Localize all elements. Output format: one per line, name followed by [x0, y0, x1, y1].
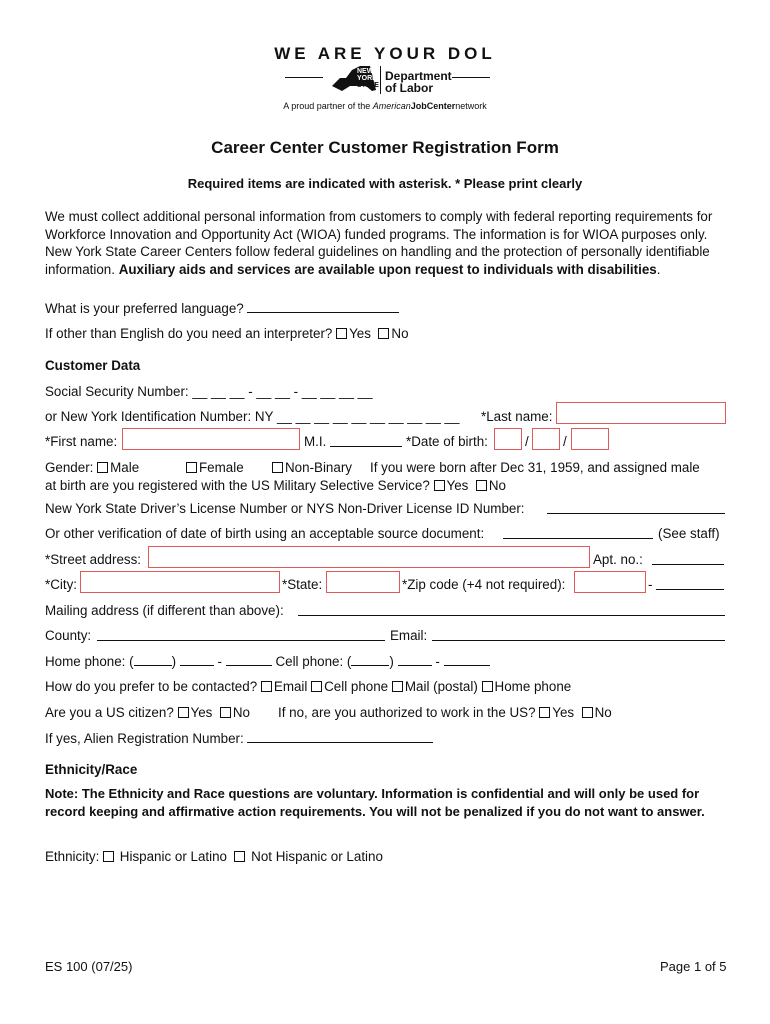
apt-input-wrap	[652, 552, 724, 568]
authorized-yes-label: Yes	[552, 705, 575, 720]
intro-end: .	[656, 261, 661, 277]
hispanic-label: Hispanic or Latino	[119, 849, 227, 864]
form-title: Career Center Customer Registration Form	[211, 138, 559, 157]
partner-prefix: A proud partner of the	[283, 101, 373, 111]
see-staff-note: (See staff)	[658, 526, 720, 541]
required-note: Required items are indicated with asterisk. * Please print clearly	[187, 176, 583, 191]
first-name-field[interactable]	[122, 428, 300, 450]
hispanic-checkbox[interactable]	[103, 851, 114, 862]
gender-male-checkbox[interactable]	[97, 462, 108, 473]
home-phone-prefix-input[interactable]	[180, 653, 214, 666]
dob-year-field[interactable]	[571, 428, 609, 450]
last-name-field[interactable]	[556, 402, 726, 424]
header-rule-right	[452, 77, 490, 78]
cell-phone-dash: -	[435, 654, 440, 669]
citizen-question: Are you a US citizen?	[45, 705, 174, 720]
contact-row	[45, 679, 571, 694]
state-label: *State:	[282, 577, 323, 592]
authorized-no-label: No	[594, 705, 612, 720]
dept-line-2: of Labor	[385, 81, 433, 95]
cell-phone-prefix-input[interactable]	[398, 653, 432, 666]
contact-home-label: Home phone	[494, 679, 572, 694]
selective-service-row	[45, 478, 506, 493]
dol-tagline: WE ARE YOUR DOL	[274, 44, 496, 63]
home-phone-label: Home phone: (	[45, 654, 134, 669]
seal-line-3: STATE	[357, 82, 379, 89]
contact-home-checkbox[interactable]	[482, 681, 493, 692]
verification-input-wrap	[503, 526, 653, 542]
zip4-input[interactable]	[656, 577, 724, 590]
email-label: Email:	[390, 628, 428, 643]
dob-month-field[interactable]	[494, 428, 522, 450]
mi-input-wrap	[330, 434, 402, 450]
interpreter-no-label: No	[391, 326, 409, 341]
dept-name	[385, 70, 452, 94]
license-label: New York State Driver’s License Number or NYS Non-Driver License ID Number:	[45, 501, 525, 516]
cell-phone-label: Cell phone: (	[275, 654, 352, 669]
mailing-label: Mailing address (if different than above):	[45, 603, 284, 618]
home-phone-dash: -	[217, 654, 222, 669]
contact-cell-checkbox[interactable]	[311, 681, 322, 692]
ethnicity-note: Note: The Ethnicity and Race questions are voluntary. Information is confidential and will only be used for record keeping and affirmative action requirements. You will not be penalized if you do not want to answer.	[45, 786, 705, 819]
contact-cell-label: Cell phone	[324, 679, 389, 694]
county-input[interactable]	[97, 628, 385, 641]
seal-text	[357, 68, 379, 89]
authorized-question: If no, are you authorized to work in the US?	[278, 705, 536, 720]
ethnicity-label: Ethnicity:	[45, 849, 100, 864]
gender-female-checkbox[interactable]	[186, 462, 197, 473]
citizen-row	[45, 705, 250, 720]
citizen-yes-checkbox[interactable]	[178, 707, 189, 718]
mi-label: M.I.	[304, 434, 327, 449]
mailing-input-wrap	[298, 603, 725, 619]
interpreter-yes-checkbox[interactable]	[336, 328, 347, 339]
intro-text: We must collect additional personal information from customers to comply with federal reporting requirements for Workforce Innovation and Opportunity Act (WIOA) funded programs. The information is for WIOA purposes only. New York State Career Centers follow federal guidelines on handling and the protection of personally identifiable information.	[45, 209, 713, 277]
customer-data-heading: Customer Data	[45, 358, 141, 373]
contact-mail-checkbox[interactable]	[392, 681, 403, 692]
gender-female	[186, 460, 244, 475]
zip4-input-wrap	[656, 577, 724, 593]
selective-yes-label: Yes	[446, 478, 469, 493]
seal-line-2: YORK	[357, 75, 378, 82]
ethnicity-row	[45, 849, 383, 864]
cell-phone-line-input[interactable]	[444, 653, 490, 666]
last-name-label: *Last name:	[481, 409, 553, 424]
not-hispanic-checkbox[interactable]	[234, 851, 245, 862]
nyid-row	[45, 409, 459, 424]
home-phone-line-input[interactable]	[226, 653, 272, 666]
street-label: *Street address:	[45, 552, 142, 567]
nyid-label: or New York Identification Number: NY	[45, 409, 274, 424]
gender-male-label: Male	[110, 460, 140, 475]
email-input[interactable]	[432, 628, 725, 641]
county-label: County:	[45, 628, 92, 643]
authorized-no-checkbox[interactable]	[582, 707, 593, 718]
phone-row	[45, 653, 490, 669]
city-label: *City:	[45, 577, 77, 592]
ethnicity-heading: Ethnicity/Race	[45, 762, 138, 777]
state-field[interactable]	[326, 571, 400, 593]
contact-email-checkbox[interactable]	[261, 681, 272, 692]
form-number: ES 100 (07/25)	[45, 959, 133, 974]
city-field[interactable]	[80, 571, 280, 593]
license-input[interactable]	[547, 501, 725, 514]
zip-field[interactable]	[574, 571, 646, 593]
selective-no-checkbox[interactable]	[476, 480, 487, 491]
nyid-input[interactable]: __ __ __ __ __ __ __ __ __ __	[276, 409, 460, 424]
citizen-no-label: No	[232, 705, 250, 720]
selective-no-label: No	[488, 478, 506, 493]
contact-mail-label: Mail (postal)	[404, 679, 478, 694]
mi-input[interactable]	[330, 434, 402, 447]
ssn-row	[45, 384, 373, 399]
interpreter-yes-label: Yes	[349, 326, 371, 341]
home-phone-paren: )	[171, 654, 177, 669]
dob-slash-1: /	[525, 434, 529, 449]
dob-slash-2: /	[563, 434, 567, 449]
language-question: What is your preferred language?	[45, 301, 244, 316]
partner-brand-a: American	[372, 101, 411, 111]
header-rule-left	[285, 77, 323, 78]
county-input-wrap	[97, 628, 385, 644]
logo-divider	[380, 66, 381, 94]
ssn-label: Social Security Number:	[45, 384, 189, 399]
first-name-label: *First name:	[45, 434, 118, 449]
seal-line-1: NEW	[357, 68, 374, 75]
interpreter-question: If other than English do you need an interpreter?	[45, 326, 333, 341]
alien-label: If yes, Alien Registration Number:	[45, 731, 244, 746]
citizen-yes-label: Yes	[190, 705, 213, 720]
email-input-wrap	[432, 628, 725, 644]
partner-brand-b: JobCenter	[410, 101, 456, 111]
partner-line	[0, 101, 770, 111]
gender-nonbinary	[272, 460, 352, 475]
cell-phone-paren: )	[389, 654, 394, 669]
ssn-input[interactable]: __ __ __ - __ __ - __ __ __ __	[192, 384, 373, 399]
zip-dash: -	[648, 577, 653, 592]
intro-paragraph	[45, 208, 730, 278]
gender-nonbinary-label: Non-Binary	[285, 460, 352, 475]
partner-suffix: network	[455, 101, 487, 111]
authorized-yes-checkbox[interactable]	[539, 707, 550, 718]
interpreter-no-checkbox[interactable]	[378, 328, 389, 339]
selective-yes-checkbox[interactable]	[434, 480, 445, 491]
home-phone-area-input[interactable]	[134, 653, 172, 666]
gender-label: Gender:	[45, 460, 94, 475]
citizen-no-checkbox[interactable]	[220, 707, 231, 718]
interpreter-row	[45, 326, 409, 341]
intro-bold: Auxiliary aids and services are available upon request to individuals with disabilities	[118, 261, 657, 277]
verification-input[interactable]	[503, 526, 653, 539]
contact-question: How do you prefer to be contacted?	[45, 679, 258, 694]
selective-service-q1: If you were born after Dec 31, 1959, and assigned male	[370, 460, 700, 475]
alien-input[interactable]	[247, 730, 433, 743]
dob-day-field[interactable]	[532, 428, 560, 450]
gender-female-label: Female	[199, 460, 244, 475]
zip-label: *Zip code (+4 not required):	[402, 577, 566, 592]
dob-label: *Date of birth:	[406, 434, 488, 449]
dept-line-1: Department	[385, 69, 452, 83]
alien-row	[45, 730, 433, 746]
gender-nonbinary-checkbox[interactable]	[272, 462, 283, 473]
license-input-wrap	[547, 501, 725, 517]
selective-service-q2: at birth are you registered with the US Military Selective Service?	[45, 478, 430, 493]
mailing-input[interactable]	[298, 603, 725, 616]
page-number: Page 1 of 5	[660, 959, 727, 974]
verification-label: Or other verification of date of birth using an acceptable source document:	[45, 526, 485, 541]
authorized-row	[278, 705, 612, 720]
contact-email-label: Email	[273, 679, 308, 694]
language-row	[45, 300, 399, 316]
cell-phone-area-input[interactable]	[351, 653, 389, 666]
not-hispanic-label: Not Hispanic or Latino	[251, 849, 383, 864]
apt-label: Apt. no.:	[593, 552, 643, 567]
street-field[interactable]	[148, 546, 590, 568]
apt-input[interactable]	[652, 552, 724, 565]
gender-row	[45, 460, 139, 475]
language-input[interactable]	[247, 300, 399, 313]
